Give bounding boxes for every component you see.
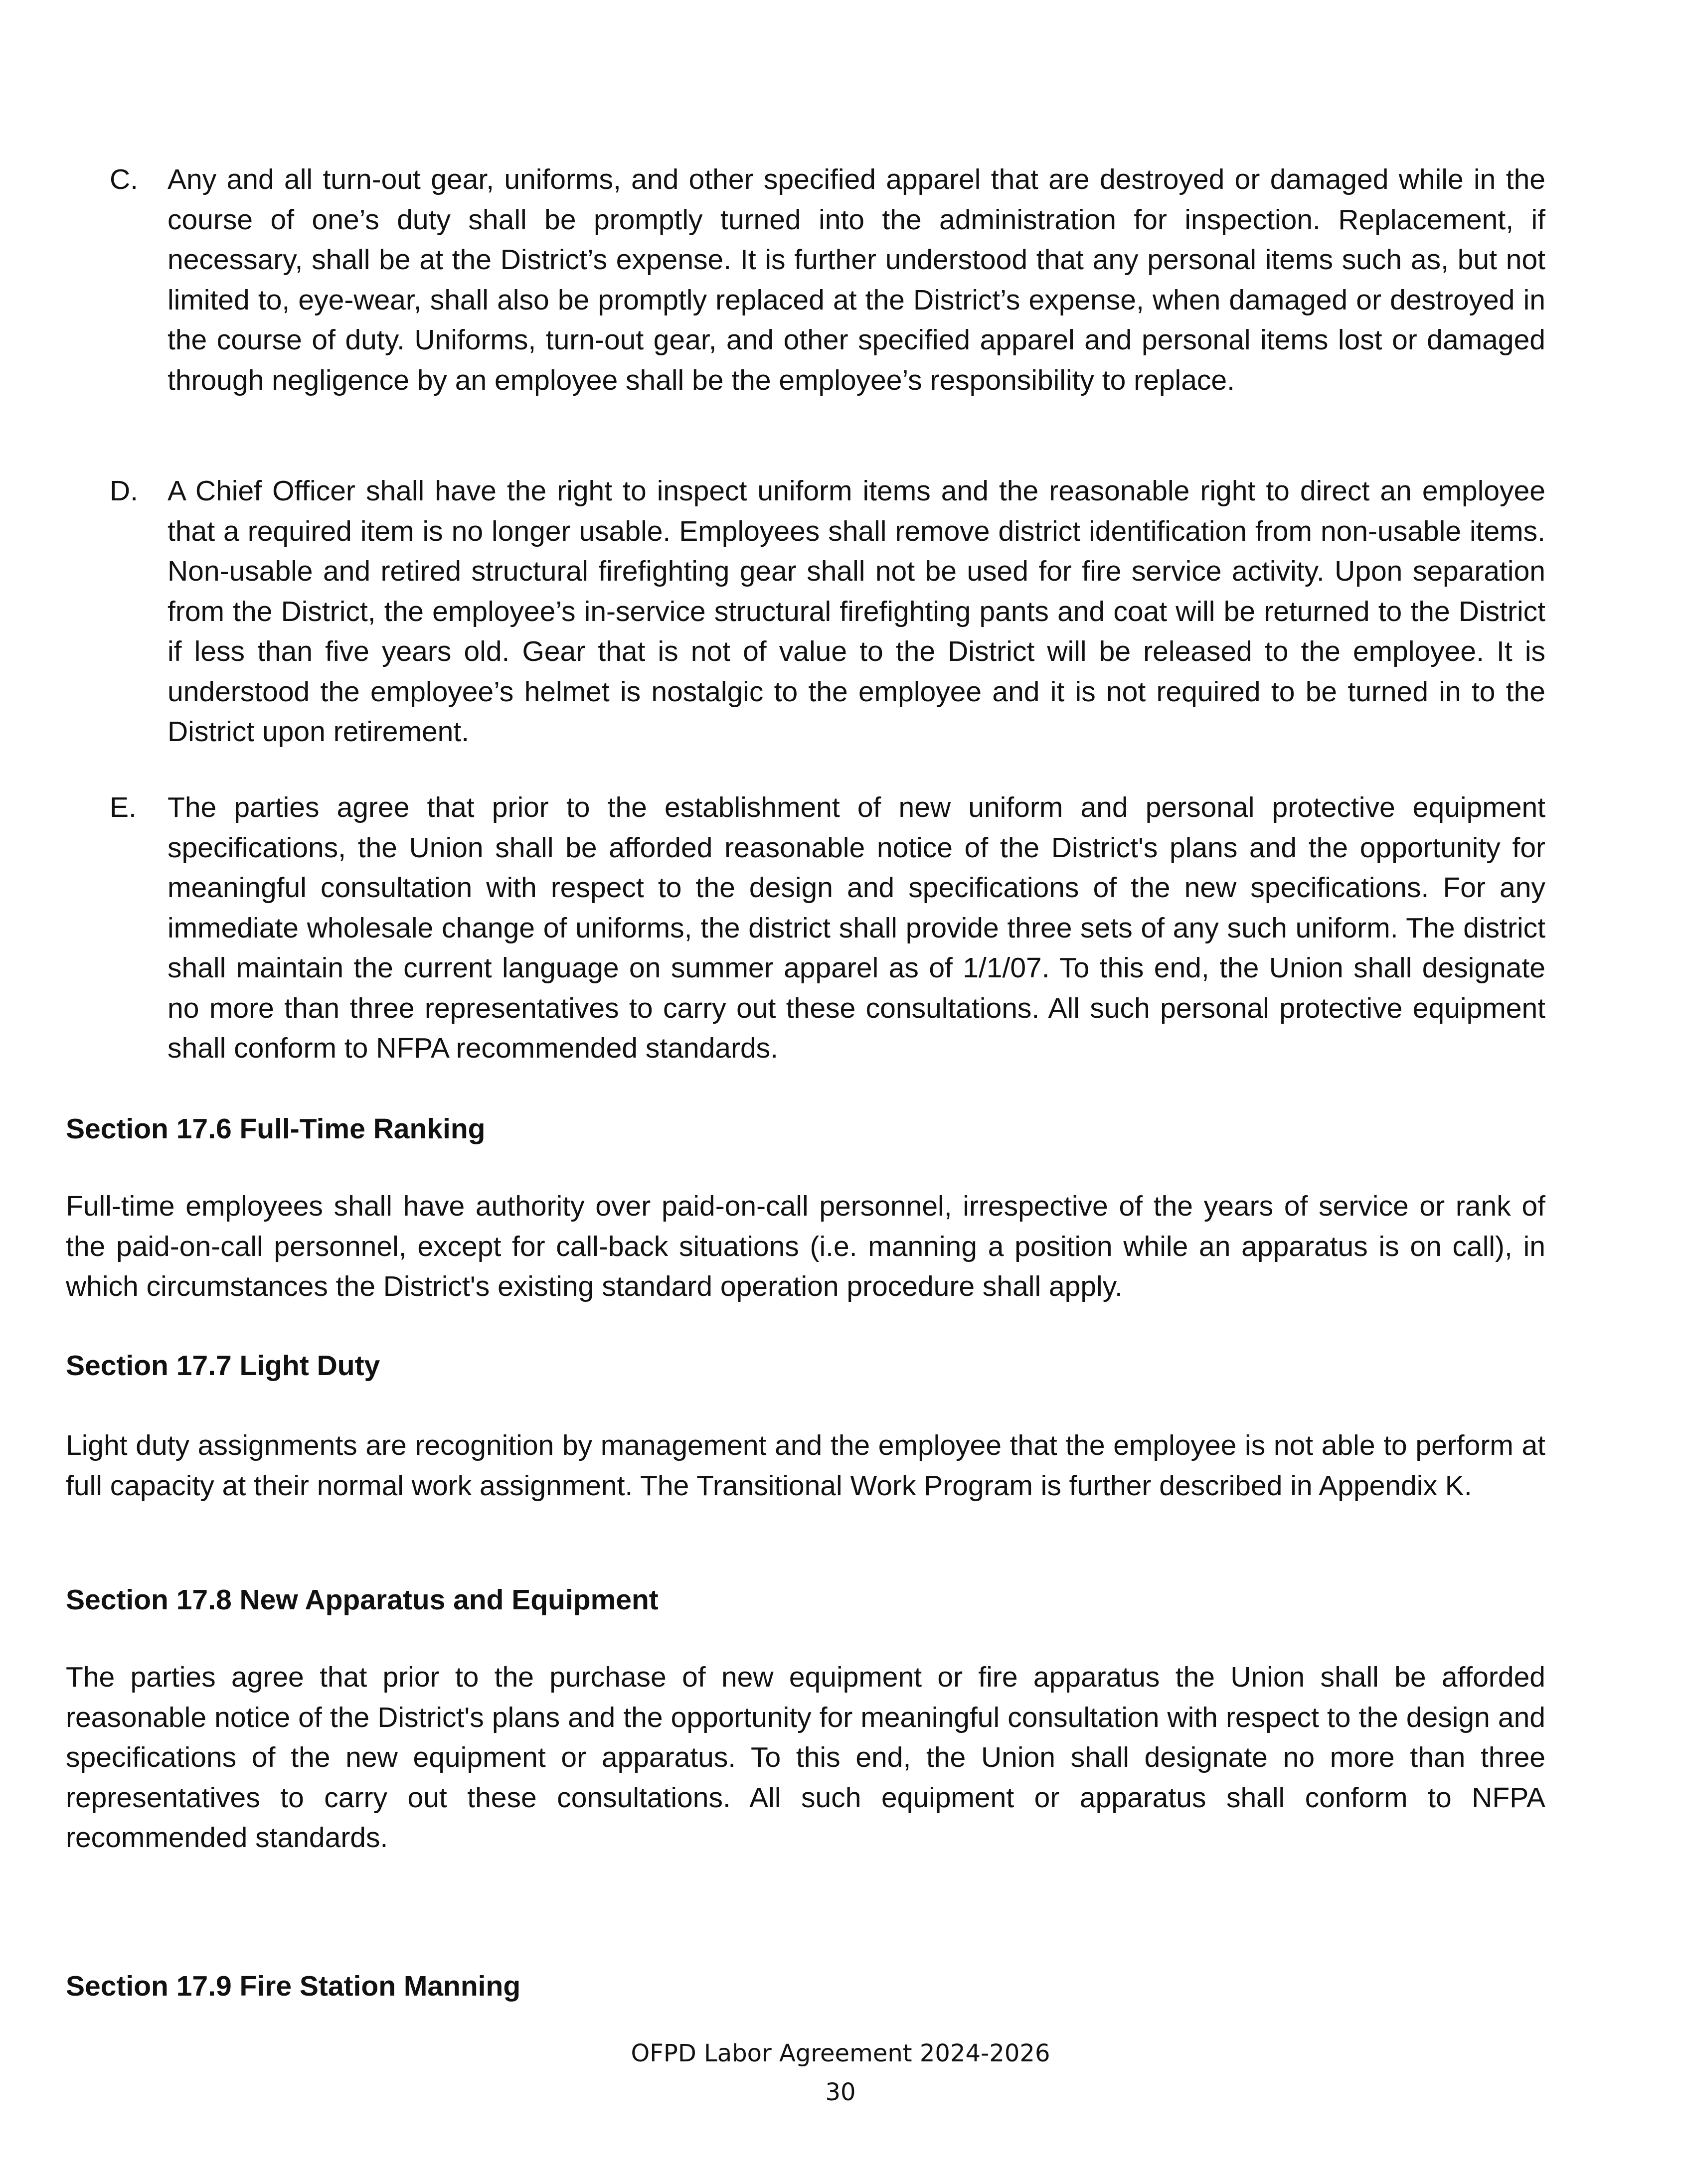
list-item-text: A Chief Officer shall have the right to inspect uniform items and the reasonable right to direct an employee that a required item is no longer usable. Employees shall remove district identification from non-usable items. Non-usable and retired structural firefighting gear shall not be used for fire service activity. Upon separation from the District, the employee’s in-service structural firefighting pants and coat will be returned to the District if less than five years old. Gear that is not of value to the District will be released to the employee. It is understood the employee’s helmet is nostalgic to the employee and it is not required to be turned in to the District upon retirement.	[168, 475, 1545, 748]
section-heading-17-7: Section 17.7 Light Duty	[66, 1350, 380, 1382]
footer-title: OFPD Labor Agreement 2024-2026	[631, 2039, 1050, 2067]
list-letter: C.	[110, 163, 138, 195]
list-item-d	[110, 471, 1545, 752]
section-body-17-8: The parties agree that prior to the purchase of new equipment or fire apparatus the Union shall be afforded reasonable notice of the District's plans and the opportunity for meaningful consultation with respect to the design and specifications of the new equipment or apparatus. To this end, the Union shall designate no more than three representatives to carry out these consultations. All such equipment or apparatus shall conform to NFPA recommended standards.	[66, 1661, 1545, 1854]
page-number: 30	[825, 2078, 856, 2106]
section-heading-17-9: Section 17.9 Fire Station Manning	[66, 1970, 521, 2002]
section-body-17-7: Light duty assignments are recognition by management and the employee that the employee is not able to perform at full capacity at their normal work assignment. The Transitional Work Program is further described in Appendix K.	[66, 1429, 1545, 1502]
section-heading-17-8: Section 17.8 New Apparatus and Equipment	[66, 1584, 659, 1616]
list-item-text: The parties agree that prior to the establishment of new uniform and personal protective equipment specifications, the Union shall be afforded reasonable notice of the District's plans and the opportunity for meaningful consultation with respect to the design and specifications of the new specifications. For any immediate wholesale change of uniforms, the district shall provide three sets of any such uniform. The district shall maintain the current language on summer apparel as of 1/1/07. To this end, the Union shall designate no more than three representatives to carry out these consultations. All such personal protective equipment shall conform to NFPA recommended standards.	[168, 791, 1545, 1064]
list-letter: E.	[110, 791, 137, 823]
section-heading-17-6: Section 17.6 Full-Time Ranking	[66, 1113, 486, 1145]
section-body-17-6: Full-time employees shall have authority over paid-on-call personnel, irrespective of the years of service or rank of the paid-on-call personnel, except for call-back situations (i.e. manning a position while an apparatus is on call), in which circumstances the District's existing standard operation procedure shall apply.	[66, 1190, 1545, 1302]
list-item-text: Any and all turn-out gear, uniforms, and other specified apparel that are destroyed or damaged while in the course of one’s duty shall be promptly turned into the administration for inspection. Replacement, if necessary, shall be at the District’s expense. It is further understood that any personal items such as, but not limited to, eye-wear, shall also be promptly replaced at the District’s expense, when damaged or destroyed in the course of duty. Uniforms, turn-out gear, and other specified apparel and personal items lost or damaged through negligence by an employee shall be the employee’s responsibility to replace.	[168, 163, 1545, 396]
list-item-e	[110, 787, 1545, 1069]
list-item-c	[110, 159, 1545, 400]
list-letter: D.	[110, 475, 138, 507]
